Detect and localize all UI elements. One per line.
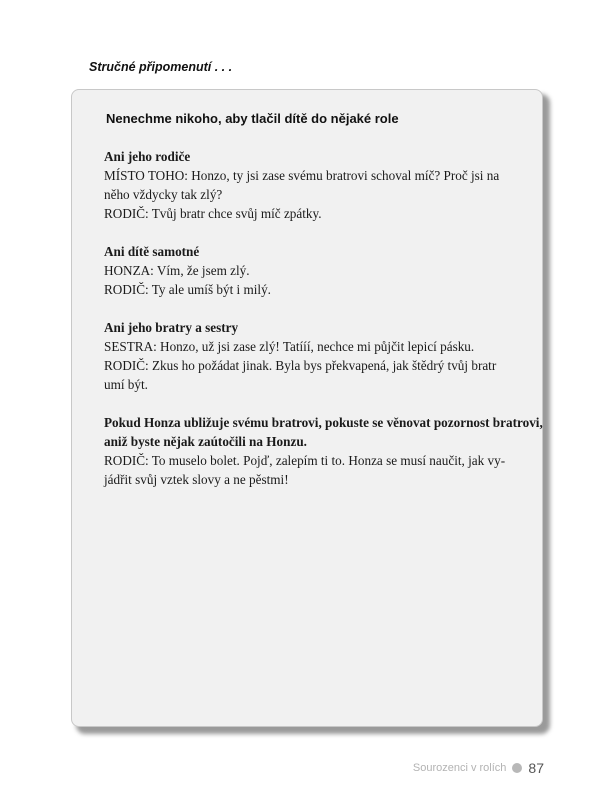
section-kicker: Stručné připomenutí . . .: [89, 60, 233, 74]
section-heading: Ani jeho bratry a sestry: [104, 320, 239, 335]
text-line: HONZA: Vím, že jsem zlý.: [104, 263, 250, 278]
section-hurting: [104, 413, 543, 489]
section-heading: Ani dítě samotné: [104, 244, 200, 259]
section-parents: [104, 147, 528, 223]
text-line: MÍSTO TOHO: Honzo, ty jsi zase svému bratrovi schoval míč? Proč jsi na: [104, 168, 500, 183]
section-siblings: [104, 318, 528, 394]
box-content: [104, 147, 543, 508]
section-child: [104, 242, 528, 299]
section-heading: Ani jeho rodiče: [104, 149, 191, 164]
text-line: RODIČ: To muselo bolet. Pojď, zalepím ti to. Honza se musí naučit, jak vy-: [104, 453, 506, 468]
text-line: umí být.: [104, 377, 148, 392]
text-line: RODIČ: Tvůj bratr chce svůj míč zpátky.: [104, 206, 322, 221]
chapter-title: Sourozenci v rolích: [412, 762, 507, 774]
reminder-box: [71, 89, 543, 727]
text-line: něho vždycky tak zlý?: [104, 187, 223, 202]
text-line: jádřit svůj vztek slovy a ne pěstmi!: [104, 472, 289, 487]
box-title: Nenechme nikoho, aby tlačil dítě do nějaké role: [106, 111, 399, 126]
bullet-dot-icon: [512, 763, 522, 773]
section-heading: Pokud Honza ubližuje svému bratrovi, pokuste se věnovat pozornost bratrovi,: [104, 415, 543, 430]
text-line: RODIČ: Zkus ho požádat jinak. Byla bys překvapená, jak štědrý tvůj bratr: [104, 358, 497, 373]
text-line: SESTRA: Honzo, už jsi zase zlý! Tatííí, nechce mi půjčit lepicí pásku.: [104, 339, 475, 354]
text-line: RODIČ: Ty ale umíš být i milý.: [104, 282, 271, 297]
page-footer: [413, 760, 544, 776]
section-heading: aniž byste nějak zaútočili na Honzu.: [104, 434, 307, 449]
page-number: 87: [528, 760, 544, 776]
